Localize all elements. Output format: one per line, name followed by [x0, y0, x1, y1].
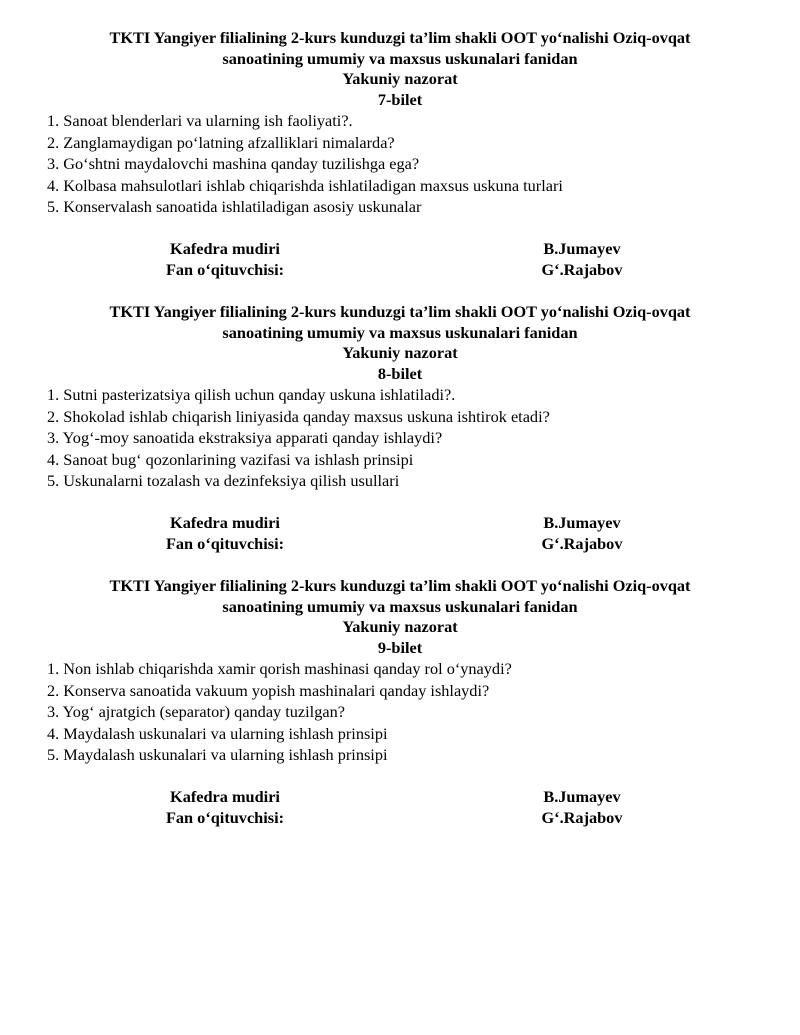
- question-item: 1. Non ishlab chiqarishda xamir qorish mashinasi qanday rol o‘ynaydi?: [47, 659, 512, 679]
- teacher-name: G‘.Rajabov: [541, 534, 623, 554]
- signature-row-head: [0, 786, 800, 807]
- head-label: Kafedra mudiri: [170, 239, 280, 259]
- ticket-header-line1: TKTI Yangiyer filialining 2-kurs kunduzgi ta’lim shakli OOT yo‘nalishi Oziq-ovqat: [109, 576, 691, 595]
- head-name: B.Jumayev: [543, 787, 621, 807]
- exam-title: Yakuniy nazorat: [342, 69, 458, 89]
- question-list: [0, 384, 800, 491]
- ticket-header-line1: TKTI Yangiyer filialining 2-kurs kunduzgi ta’lim shakli OOT yo‘nalishi Oziq-ovqat: [109, 28, 691, 47]
- question-item: 3. Yog‘ ajratgich (separator) qanday tuzilgan?: [47, 702, 345, 722]
- teacher-name: G‘.Rajabov: [541, 260, 623, 280]
- question-item: 4. Maydalash uskunalari va ularning ishlash prinsipi: [47, 723, 388, 743]
- head-label: Kafedra mudiri: [170, 787, 280, 807]
- question-item: 3. Yog‘-moy sanoatida ekstraksiya apparati qanday ishlaydi?: [47, 428, 443, 448]
- signature-row-teacher: [0, 807, 800, 828]
- ticket-8: [0, 302, 800, 554]
- question-item: 2. Shokolad ishlab chiqarish liniyasida qanday maxsus uskuna ishtirok etadi?: [47, 406, 550, 426]
- teacher-label: Fan o‘qituvchisi:: [165, 534, 285, 554]
- signature-block: [0, 786, 800, 828]
- ticket-header-line2: sanoatining umumiy va maxsus uskunalari fanidan: [222, 322, 578, 342]
- head-name: B.Jumayev: [543, 513, 621, 533]
- signature-row-teacher: [0, 533, 800, 554]
- question-item: 4. Sanoat bug‘ qozonlarining vazifasi va ishlash prinsipi: [47, 449, 414, 469]
- question-item: 2. Konserva sanoatida vakuum yopish mashinalari qanday ishlaydi?: [47, 680, 490, 700]
- signature-block: [0, 238, 800, 280]
- question-item: 5. Uskunalarni tozalash va dezinfeksiya qilish usullari: [47, 471, 400, 490]
- ticket-number: 7-bilet: [377, 89, 423, 109]
- ticket-number: 9-bilet: [377, 637, 423, 657]
- ticket-header-line2: sanoatining umumiy va maxsus uskunalari fanidan: [222, 48, 578, 68]
- signature-row-head: [0, 512, 800, 533]
- exam-title: Yakuniy nazorat: [342, 343, 458, 363]
- ticket-7: [0, 28, 800, 280]
- ticket-header-line1: TKTI Yangiyer filialining 2-kurs kunduzgi ta’lim shakli OOT yo‘nalishi Oziq-ovqat: [109, 302, 691, 321]
- head-name: B.Jumayev: [543, 239, 621, 259]
- teacher-name: G‘.Rajabov: [541, 808, 623, 828]
- signature-row-teacher: [0, 259, 800, 280]
- question-item: 5. Maydalash uskunalari va ularning ishlash prinsipi: [47, 745, 388, 764]
- head-label: Kafedra mudiri: [170, 513, 280, 533]
- question-item: 3. Go‘shtni maydalovchi mashina qanday tuzilishga ega?: [47, 154, 420, 174]
- question-item: 4. Kolbasa mahsulotlari ishlab chiqarishda ishlatiladigan maxsus uskuna turlari: [47, 175, 563, 195]
- exam-title: Yakuniy nazorat: [342, 617, 458, 637]
- question-item: 5. Konservalash sanoatida ishlatiladigan asosiy uskunalar: [47, 197, 422, 216]
- question-item: 1. Sutni pasterizatsiya qilish uchun qanday uskuna ishlatiladi?.: [47, 385, 456, 405]
- question-item: 1. Sanoat blenderlari va ularning ish faoliyati?.: [47, 111, 353, 131]
- teacher-label: Fan o‘qituvchisi:: [165, 808, 285, 828]
- ticket-9: [0, 576, 800, 828]
- ticket-header-line2: sanoatining umumiy va maxsus uskunalari fanidan: [222, 596, 578, 616]
- teacher-label: Fan o‘qituvchisi:: [165, 260, 285, 280]
- signature-block: [0, 512, 800, 554]
- question-list: [0, 110, 800, 217]
- question-list: [0, 658, 800, 765]
- question-item: 2. Zanglamaydigan po‘latning afzalliklari nimalarda?: [47, 132, 395, 152]
- signature-row-head: [0, 238, 800, 259]
- ticket-number: 8-bilet: [377, 363, 423, 383]
